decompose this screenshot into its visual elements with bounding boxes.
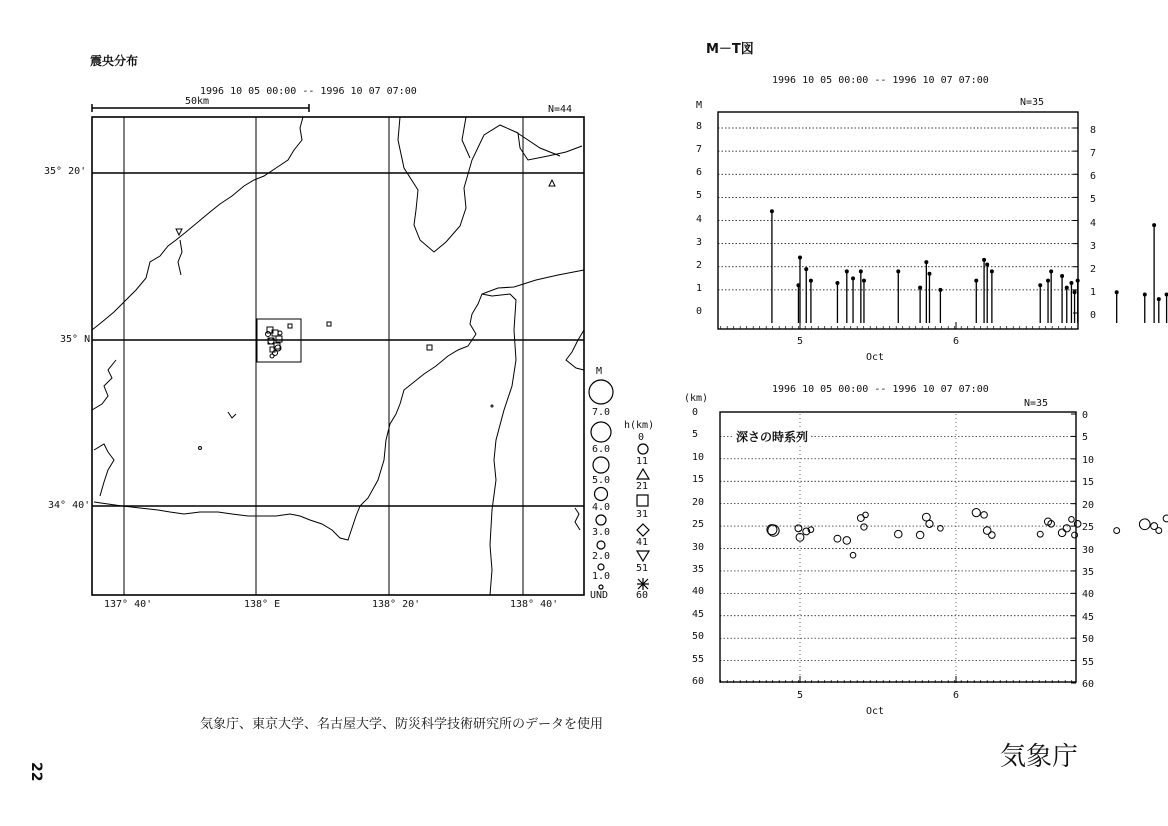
depth-legend-label: 21 [636,481,649,492]
depth-y-tick-label-right: 40 [1082,589,1095,601]
depth-point [1139,519,1150,530]
mt-x-tick-label: 6 [953,336,960,347]
mt-stem-head [924,260,928,264]
mt-stem-head [1049,269,1053,273]
mt-stem-head [798,256,802,260]
depth-y-tick-label-left: 15 [692,474,705,486]
mt-stem-head [1046,279,1050,283]
lat-label-34-40: 34° 40' [48,500,91,511]
depth-y-tick-label-left: 5 [692,429,699,441]
depth-y-tick-label-right: 25 [1082,522,1095,534]
mt-stem-head [835,281,839,285]
depth-y-tick-label-left: 45 [692,608,705,620]
depth-point [983,527,991,535]
epicenter-marker [276,336,282,342]
mt-y-tick-label-right: 4 [1090,217,1097,229]
magnitude-legend-title: M [596,366,603,377]
mt-stem-head [862,279,866,283]
mt-stem-head [859,269,863,273]
inverted-triangle-symbol [637,551,649,561]
depth-point [1156,528,1162,534]
mt-period: 1996 10 05 00:00 -- 1996 10 07 07:00 [772,75,989,86]
mt-stem-head [974,279,978,283]
mt-stem-head [927,272,931,276]
epicenter-map [92,104,649,595]
lat-label-35-20: 35° 20' [44,166,87,177]
scale-label: 50km [185,96,210,107]
magnitude-legend-label: 1.0 [592,571,611,582]
depth-y-tick-label-right: 0 [1082,410,1089,421]
mt-stem-head [809,279,813,283]
epicenter-marker [491,405,493,407]
depth-y-tick-label-right: 50 [1082,634,1095,646]
epicenter-marker [327,322,331,326]
map-count-label: N=44 [548,104,573,115]
asterisk-symbol [637,578,649,590]
mt-y-tick-label-right: 5 [1090,194,1097,206]
mt-stem-head [990,269,994,273]
magnitude-legend-label: 4.0 [592,502,611,513]
depth-count-label: N=35 [1024,398,1049,409]
mt-stem-head [1069,281,1073,285]
depth-point [916,531,924,539]
mt-stem-head [845,269,849,273]
magnitude-legend-circle [597,541,605,549]
epicenter-marker [288,324,292,328]
magnitude-legend-circle [593,457,609,473]
page-number: 22 [28,762,44,782]
mt-stem-head [1038,283,1042,287]
depth-legend-label: 41 [636,537,649,548]
diamond-symbol [637,524,649,536]
depth-legend-label: 51 [636,563,649,574]
magnitude-legend-circle [591,422,611,442]
depth-x-tick-label: 5 [797,690,804,701]
map-coastlines [92,117,584,595]
mt-stem-head [1143,293,1147,297]
epicenter-marker [268,338,274,344]
magnitude-legend-circle [598,564,604,570]
mt-y-tick-label-left: 4 [696,213,703,225]
depth-y-tick-label-left: 60 [692,676,705,687]
depth-y-tick-label-right: 30 [1082,544,1095,556]
mt-y-tick-label-left: 1 [696,282,703,294]
depth-y-tick-label-right: 35 [1082,566,1095,578]
mt-y-tick-label-left: 3 [696,236,703,248]
depth-point [989,532,996,539]
mt-stem-head [896,269,900,273]
depth-y-tick-label-left: 35 [692,563,705,575]
mt-y-tick-label-left: 5 [696,190,703,202]
depth-legend-label: 31 [636,509,649,520]
data-source-note: 気象庁、東京大学、名古屋大学、防災科学技術研究所のデータを使用 [200,717,604,732]
map-graticule [92,117,584,595]
mt-y-tick-label-left: 2 [696,259,703,271]
depth-point [850,552,856,558]
mt-count-label: N=35 [1020,97,1045,108]
lon-label-138: 138° E [244,599,281,610]
depth-plot [720,412,1168,683]
depth-point [981,512,988,519]
mt-y-tick-label-right: 0 [1090,310,1097,321]
mt-section-title: M－T図 [706,42,754,57]
square-symbol [637,495,648,506]
mt-y-tick-label-left: 0 [696,306,703,317]
magnitude-legend-circle [589,380,613,404]
mt-y-axis-label: M [696,100,703,111]
mt-stem-head [1076,279,1080,283]
depth-legend-label: 0 [638,432,645,443]
depth-legend-label: 11 [636,456,649,467]
mt-stem-head [1165,293,1168,297]
mt-x-ticks [721,322,1072,329]
mt-y-tick-label-right: 2 [1090,263,1097,275]
magnitude-legend-circle [595,488,608,501]
mt-stem-head [804,267,808,271]
magnitude-legend-label: 5.0 [592,475,611,486]
depth-point [861,524,867,530]
mt-stem-head [1152,223,1156,227]
lon-label-138-20: 138° 20' [372,599,421,610]
epicenters [176,180,555,450]
mt-y-tick-label-right: 6 [1090,171,1097,183]
lon-label-137-40: 137° 40' [104,599,153,610]
mt-stem-head [918,286,922,290]
triangle-symbol [637,469,649,479]
epicenter-marker [549,180,555,186]
depth-point [972,509,980,517]
epicenter-marker [266,332,271,337]
depth-point [1037,531,1043,537]
magnitude-legend-label: 6.0 [592,444,611,455]
mt-y-tick-label-left: 6 [696,167,703,179]
mt-y-tick-label-right: 7 [1090,148,1097,160]
mt-stems [770,209,1168,323]
mt-stem-head [770,209,774,213]
publisher-name: 気象庁 [1000,742,1079,772]
und-label: UND [590,590,609,601]
magnitude-legend-circle [596,515,606,525]
epicenter-marker [427,345,432,350]
depth-y-tick-label-left: 20 [692,496,705,508]
depth-x-axis-label: Oct [866,706,885,717]
mt-stem-head [1073,290,1077,294]
mt-y-tick-label-right: 8 [1090,125,1097,136]
depth-series-label: 深さの時系列 [736,430,809,444]
magnitude-legend-circle [599,585,603,589]
epicenter-marker [270,354,274,358]
depth-y-tick-label-right: 20 [1082,499,1095,511]
depth-y-tick-label-left: 25 [692,519,705,531]
depth-point [895,530,903,538]
map-frame [92,117,584,595]
mt-stem-head [982,258,986,262]
depth-points [767,509,1168,558]
mt-stem-head [938,288,942,292]
depth-y-tick-label-left: 10 [692,451,705,463]
mt-stem-head [985,262,989,266]
depth-y-tick-label-left: 55 [692,653,705,665]
mt-y-tick-label-right: 1 [1090,286,1097,298]
depth-y-tick-label-right: 45 [1082,611,1095,623]
mt-stem-head [1115,290,1119,294]
mt-stem-head [1157,297,1161,301]
map-title: 震央分布 [90,54,139,68]
mt-y-tick-label-left: 7 [696,144,703,156]
depth-legend-label: 60 [636,590,649,601]
mt-plot [718,112,1168,329]
mt-y-tick-label-left: 8 [696,121,703,132]
depth-y-tick-label-left: 30 [692,541,705,553]
depth-y-tick-label-right: 5 [1082,432,1089,444]
depth-x-tick-label: 6 [953,690,960,701]
depth-point [938,526,944,532]
magnitude-legend-label: 3.0 [592,527,611,538]
depth-point [834,535,841,542]
depth-y-axis-label: (km) [684,393,709,404]
depth-y-tick-label-left: 40 [692,586,705,598]
mt-x-tick-label: 5 [797,336,804,347]
depth-point [843,537,851,545]
depth-point [1114,528,1120,534]
circle-symbol [638,444,648,454]
depth-plot-frame [720,412,1076,682]
depth-period: 1996 10 05 00:00 -- 1996 10 07 07:00 [772,384,989,395]
map-period: 1996 10 05 00:00 -- 1996 10 07 07:00 [200,86,417,97]
mt-stem-head [1060,274,1064,278]
epicenter-marker [199,447,202,450]
depth-legend-title: h(km) [624,420,655,431]
depth-gridlines [720,414,1076,683]
depth-point [1058,529,1066,537]
mt-y-tick-label-right: 3 [1090,240,1097,252]
lat-label-35: 35° N [60,334,91,345]
epicenter-marker [176,229,182,235]
depth-y-tick-label-right: 55 [1082,656,1095,668]
depth-point [1163,515,1168,522]
depth-y-tick-label-left: 0 [692,407,699,418]
mt-stem-head [851,276,855,280]
epicenter-marker [278,331,282,335]
depth-y-tick-label-right: 10 [1082,454,1095,466]
mt-stem-head [1065,286,1069,290]
depth-point [926,520,933,527]
depth-point [1069,517,1075,523]
magnitude-legend-label: 2.0 [592,551,611,562]
depth-y-tick-label-right: 15 [1082,477,1095,489]
depth-y-tick-label-right: 60 [1082,679,1095,690]
depth-y-tick-label-left: 50 [692,631,705,643]
mt-x-axis-label: Oct [866,352,885,363]
depth-point [863,512,869,518]
magnitude-legend-label: 7.0 [592,407,611,418]
lon-label-138-40: 138° 40' [510,599,559,610]
